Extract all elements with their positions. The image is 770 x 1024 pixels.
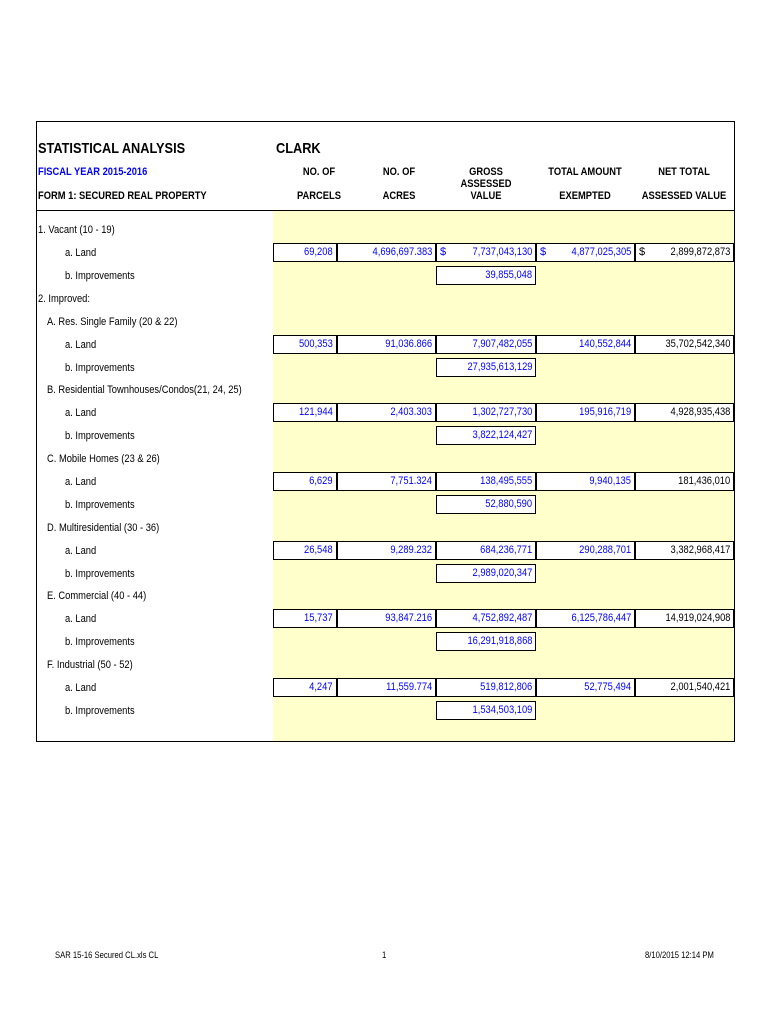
cell-industrial-net[interactable]: 2,001,540,421 xyxy=(635,678,734,697)
fiscal-year: FISCAL YEAR 2015-2016 xyxy=(38,166,148,178)
label-commercial-improvements: b. Improvements xyxy=(65,636,135,648)
cell-town-parcels[interactable]: 121,944 xyxy=(273,403,337,422)
cell-vacant-parcels[interactable]: 69,208 xyxy=(273,243,337,262)
cell-mobile-improvements[interactable]: 52,880,590 xyxy=(436,495,536,514)
report-title: STATISTICAL ANALYSIS xyxy=(38,140,186,157)
cell-town-improvements[interactable]: 3,822,124,427 xyxy=(436,426,536,445)
cell-industrial-acres[interactable]: 11,559.774 xyxy=(337,678,436,697)
cell-industrial-gross[interactable]: 519,812,806 xyxy=(436,678,536,697)
cell-vacant-exempt[interactable]: $ 4,877,025,305 xyxy=(536,243,635,262)
cell-multi-net[interactable]: 3,382,968,417 xyxy=(635,541,734,560)
col-header-net-1: NET TOTAL xyxy=(658,166,710,178)
cell-single-exempt[interactable]: 140,552,844 xyxy=(536,335,635,354)
footer-filename: SAR 15-16 Secured CL.xls CL xyxy=(55,950,159,960)
cell-single-acres[interactable]: 91,036.866 xyxy=(337,335,436,354)
label-res-town: B. Residential Townhouses/Condos(21, 24, 25) xyxy=(47,384,242,396)
cell-vacant-improvements[interactable]: 39,855,048 xyxy=(436,266,536,285)
cell-industrial-parcels[interactable]: 4,247 xyxy=(273,678,337,697)
cell-multi-exempt[interactable]: 290,288,701 xyxy=(536,541,635,560)
dollar-sign: $ xyxy=(540,246,547,258)
label-multi: D. Multiresidential (30 - 36) xyxy=(47,522,160,534)
county-title: CLARK xyxy=(276,140,321,157)
col-header-parcels-1: NO. OF xyxy=(302,166,336,178)
label-industrial-land: a. Land xyxy=(65,682,97,694)
cell-commercial-acres[interactable]: 93,847.216 xyxy=(337,609,436,628)
footer-datetime: 8/10/2015 12:14 PM xyxy=(645,950,714,960)
col-header-gross-2: VALUE xyxy=(470,190,502,202)
label-mobile-land: a. Land xyxy=(65,476,97,488)
label-vacant-improvements: b. Improvements xyxy=(65,270,135,282)
cell-single-parcels[interactable]: 500,353 xyxy=(273,335,337,354)
form-label: FORM 1: SECURED REAL PROPERTY xyxy=(38,190,207,202)
label-commercial-land: a. Land xyxy=(65,613,97,625)
label-mobile: C. Mobile Homes (23 & 26) xyxy=(47,453,160,465)
cell-vacant-net[interactable]: $ 2,899,872,873 xyxy=(635,243,734,262)
cell-town-gross[interactable]: 1,302,727,730 xyxy=(436,403,536,422)
label-town-improvements: b. Improvements xyxy=(65,430,135,442)
col-header-acres-1: NO. OF xyxy=(382,166,416,178)
cell-mobile-acres[interactable]: 7,751.324 xyxy=(337,472,436,491)
label-single-improvements: b. Improvements xyxy=(65,362,135,374)
label-multi-land: a. Land xyxy=(65,545,97,557)
label-vacant: 1. Vacant (10 - 19) xyxy=(38,224,115,236)
label-single-land: a. Land xyxy=(65,339,97,351)
col-header-exempt-1: TOTAL AMOUNT xyxy=(548,166,622,178)
cell-multi-gross[interactable]: 684,236,771 xyxy=(436,541,536,560)
label-mobile-improvements: b. Improvements xyxy=(65,499,135,511)
label-town-land: a. Land xyxy=(65,407,97,419)
cell-mobile-parcels[interactable]: 6,629 xyxy=(273,472,337,491)
cell-commercial-parcels[interactable]: 15,737 xyxy=(273,609,337,628)
label-industrial: F. Industrial (50 - 52) xyxy=(47,659,133,671)
cell-commercial-gross[interactable]: 4,752,892,487 xyxy=(436,609,536,628)
col-header-exempt-2: EXEMPTED xyxy=(559,190,611,202)
cell-vacant-gross[interactable]: $ 7,737,043,130 xyxy=(436,243,536,262)
label-improved: 2. Improved: xyxy=(38,293,90,305)
col-header-parcels-2: PARCELS xyxy=(297,190,341,202)
dollar-sign: $ xyxy=(440,246,447,258)
cell-town-net[interactable]: 4,928,935,438 xyxy=(635,403,734,422)
cell-mobile-exempt[interactable]: 9,940,135 xyxy=(536,472,635,491)
cell-industrial-improvements[interactable]: 1,534,503,109 xyxy=(436,701,536,720)
cell-commercial-exempt[interactable]: 6,125,786,447 xyxy=(536,609,635,628)
label-multi-improvements: b. Improvements xyxy=(65,568,135,580)
col-header-acres-2: ACRES xyxy=(382,190,416,202)
cell-multi-parcels[interactable]: 26,548 xyxy=(273,541,337,560)
label-commercial: E. Commercial (40 - 44) xyxy=(47,590,147,602)
col-header-gross-1: GROSS ASSESSED xyxy=(460,166,512,190)
cell-vacant-acres[interactable]: 4,696,697.383 xyxy=(337,243,436,262)
cell-town-exempt[interactable]: 195,916,719 xyxy=(536,403,635,422)
cell-multi-improvements[interactable]: 2,989,020,347 xyxy=(436,564,536,583)
cell-mobile-gross[interactable]: 138,495,555 xyxy=(436,472,536,491)
cell-industrial-exempt[interactable]: 52,775,494 xyxy=(536,678,635,697)
cell-single-improvements[interactable]: 27,935,613,129 xyxy=(436,358,536,377)
label-vacant-land: a. Land xyxy=(65,247,97,259)
dollar-sign: $ xyxy=(639,246,646,258)
cell-single-net[interactable]: 35,702,542,340 xyxy=(635,335,734,354)
label-industrial-improvements: b. Improvements xyxy=(65,705,135,717)
cell-commercial-improvements[interactable]: 16,291,918,868 xyxy=(436,632,536,651)
cell-town-acres[interactable]: 2,403.303 xyxy=(337,403,436,422)
label-res-single: A. Res. Single Family (20 & 22) xyxy=(47,316,178,328)
footer-page-number: 1 xyxy=(382,950,387,960)
cell-single-gross[interactable]: 7,907,482,055 xyxy=(436,335,536,354)
cell-multi-acres[interactable]: 9,289.232 xyxy=(337,541,436,560)
col-header-net-2: ASSESSED VALUE xyxy=(641,190,727,202)
cell-commercial-net[interactable]: 14,919,024,908 xyxy=(635,609,734,628)
cell-mobile-net[interactable]: 181,436,010 xyxy=(635,472,734,491)
spreadsheet-sheet xyxy=(36,121,735,742)
